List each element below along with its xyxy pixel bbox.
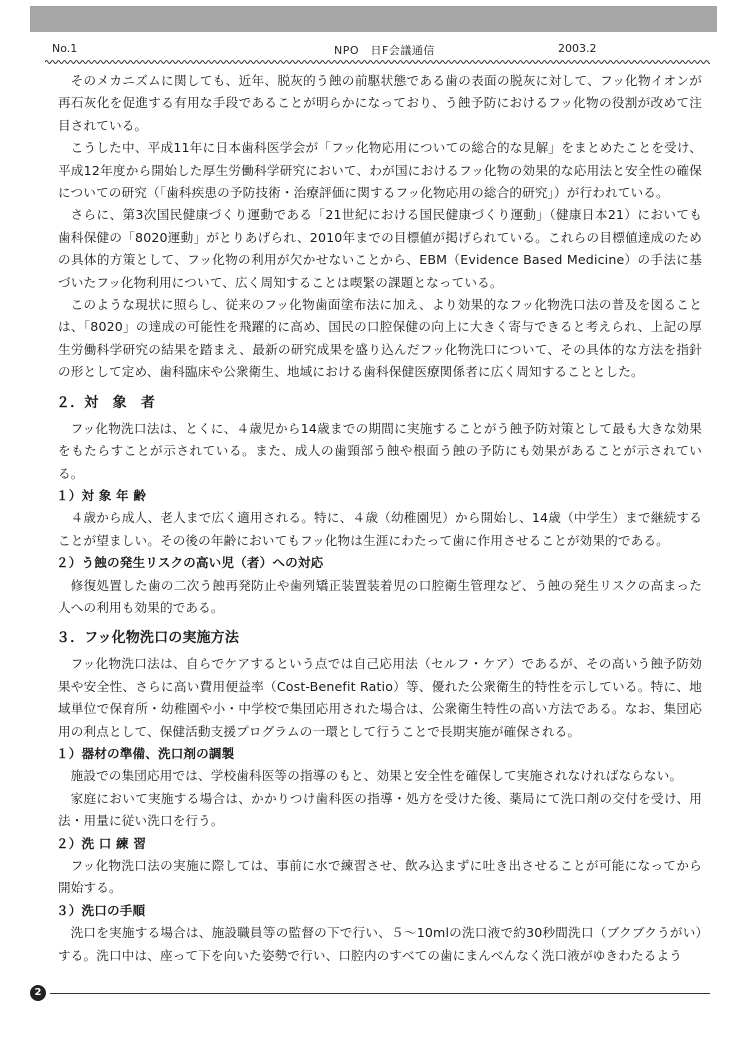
paragraph: さらに、第3次国民健康づくり運動である「21世紀における国民健康づくり運動」（健康日本21）においても歯科保健の「8020運動」がとりあげられ、2010年までの目標値が掲げられている。これらの目標値達成のための具体的方策として、フッ化物の利用が欠かせないことから、EBM（Evidence Based Medicine）の手法に基づいたフッ化物利用について、広く周知することは喫緊の課題となっている。: [58, 207, 702, 290]
paragraph: フッ化物洗口法は、自らでケアするという点では自己応用法（セルフ・ケア）であるが、その高いう蝕予防効果や安全性、さらに高い費用便益率（Cost-Benefit Ratio）等、優れた公衆衛生的特性を示している。特に、地域単位で保育所・幼稚園や小・中学校で集団応用された場合は、公衆衛生特性の高い方法である。なお、集団応用の利点として、保健活動支援プログラムの一環として行うことで長期実施が確保される。: [58, 656, 702, 739]
paragraph: ４歳から成人、老人まで広く適用される。特に、４歳（幼稚園児）から開始し、14歳（中学生）まで継続することが望ましい。その後の年齢においてもフッ化物は生涯にわたって歯に作用させることが効果的である。: [58, 510, 702, 548]
page-number-badge: 2: [30, 985, 46, 1001]
article-body: [58, 70, 702, 967]
paragraph: こうした中、平成11年に日本歯科医学会が「フッ化物応用についての総合的な見解」をまとめたことを受け、平成12年度から開始した厚生労働科学研究において、わが国におけるフッ化物の効果的な応用法と安全性の確保についての研究（「歯科疾患の予防技術・治療評価に関するフッ化物応用の総合的研究」）が行われている。: [58, 140, 702, 201]
issue-date: 2003.2: [558, 42, 597, 55]
subsection-heading: １）対 象 年 齢: [56, 487, 147, 503]
issue-number: No.1: [52, 42, 78, 55]
paragraph: そのメカニズムに関しても、近年、脱灰的う蝕の前駆状態である歯の表面の脱灰に対して、フッ化物イオンが再石灰化を促進する有用な手段であることが明らかになっており、う蝕予防におけるフッ化物の役割が改めて注目されている。: [58, 73, 702, 133]
wavy-divider: [45, 58, 710, 66]
paragraph: フッ化物洗口法は、とくに、４歳児から14歳までの期間に実施することがう蝕予防対策として最も大きな効果をもたらすことが示されている。また、成人の歯頸部う蝕や根面う蝕の予防にも効果があることが示されている。: [58, 420, 702, 481]
page-footer: [30, 985, 720, 1005]
paragraph: 施設での集団応用では、学校歯科医等の指導のもと、効果と安全性を確保して実施されなければならない。: [70, 768, 683, 784]
paragraph: フッ化物洗口法の実施に際しては、事前に水で練習させ、飲み込まずに吐き出させることが可能になってから開始する。: [58, 858, 702, 896]
paragraph: 家庭において実施する場合は、かかりつけ歯科医の指導・処方を受けた後、薬局にて洗口剤の交付を受け、用法・用量に従い洗口を行う。: [58, 790, 702, 829]
paragraph: 修復処置した歯の二次う蝕再発防止や歯列矯正装置装着児の口腔衛生管理など、う蝕の発生リスクの高まった人への利用も効果的である。: [58, 577, 702, 615]
section-heading: ３．フッ化物洗口の実施方法: [56, 630, 239, 647]
section-heading: ２．対 象 者: [56, 394, 156, 411]
paragraph: このような現状に照らし、従来のフッ化物歯面塗布法に加え、より効果的なフッ化物洗口法の普及を図ることは、「8020」の達成の可能性を飛躍的に高め、国民の口腔保健の向上に大きく寄与できると考えられ、上記の厚生労働科学研究の結果を踏まえ、最新の研究成果を盛り込んだフッ化物洗口について、その具体的な方法を指針の形として定め、歯科臨床や公衆衛生、地域における歯科保健医療関係者に広く周知することとした。: [58, 297, 702, 380]
subsection-heading: ２）う蝕の発生リスクの高い児（者）への対応: [56, 555, 324, 571]
paragraph: 洗口を実施する場合は、施設職員等の監督の下で行い、５～10mlの洗口液で約30秒間洗口（ブクブクうがい）する。洗口中は、座って下を向いた姿勢で行い、口腔内のすべての歯にまんべんなく洗口液がゆきわたるよう: [58, 925, 702, 963]
subsection-heading: ２）洗 口 練 習: [56, 835, 147, 851]
publication-name: NPO 日F会議通信: [334, 44, 435, 57]
subsection-heading: １）器材の準備、洗口剤の調製: [56, 745, 235, 761]
footer-rule: [50, 993, 710, 994]
bleed-through-banner: [30, 6, 717, 32]
subsection-heading: ３）洗口の手順: [56, 902, 146, 918]
running-header: [52, 38, 702, 60]
